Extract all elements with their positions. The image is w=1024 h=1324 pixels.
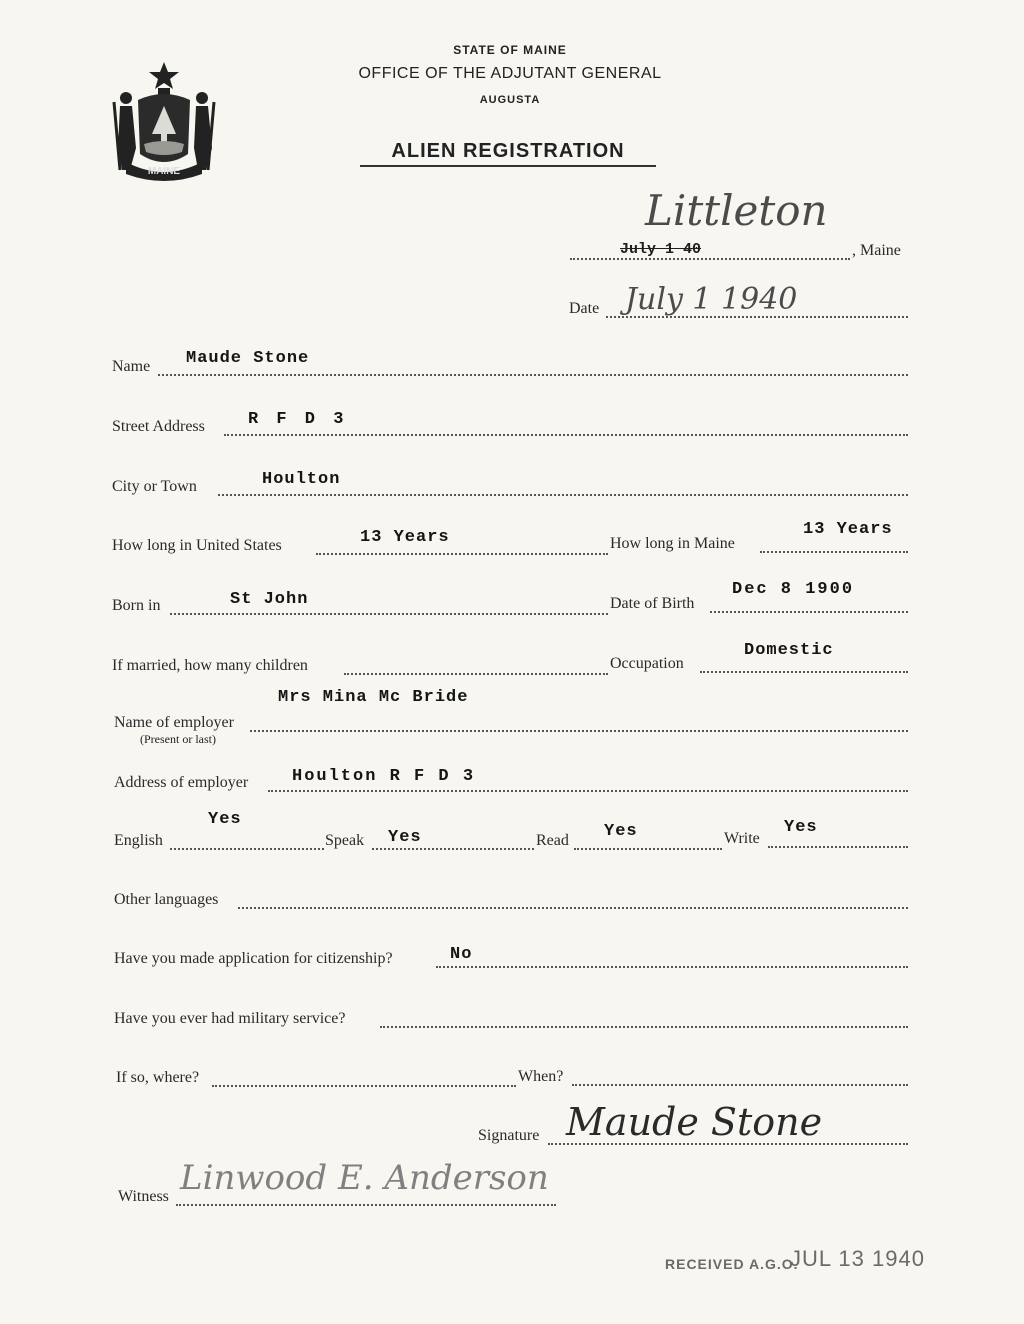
header-state: STATE OF MAINE [453,43,567,57]
speak-value: Yes [388,828,422,847]
english-value: Yes [208,810,242,829]
street-label: Street Address [112,418,205,435]
signature-value: Maude Stone [566,1100,823,1144]
write-value: Yes [784,818,818,837]
street-value: R F D 3 [248,410,348,429]
witness-label: Witness [118,1188,169,1205]
name-value: Maude Stone [186,349,310,368]
occupation-value: Domestic [744,641,834,660]
maine-seal-icon [108,58,220,182]
header-office: OFFICE OF THE ADJUTANT GENERAL [358,65,662,82]
citizenship-value: No [450,945,473,964]
seal-banner-text: MAINE [147,166,181,177]
military-label: Have you ever had military service? [114,1010,346,1027]
dob-value: Dec 8 1900 [732,580,855,599]
place-struck: July 1 40 [620,241,702,258]
employer-address-label: Address of employer [114,774,249,791]
signature-label: Signature [478,1127,540,1144]
citizenship-label: Have you made application for citizenship? [114,950,393,967]
us-years-value: 13 Years [360,528,450,547]
city-value: Houlton [262,470,341,489]
write-label: Write [724,830,760,847]
english-label: English [114,832,163,849]
employer-address-value: Houlton R F D 3 [292,767,476,786]
employer-label: Name of employer [114,714,234,731]
city-label: City or Town [112,478,197,495]
dob-label: Date of Birth [610,595,695,612]
when-label: When? [518,1068,564,1085]
name-label: Name [112,358,151,375]
employer-value: Mrs Mina Mc Bride [278,688,469,707]
read-value: Yes [604,822,638,841]
date-label: Date [569,300,600,317]
date-value: July 1 1940 [625,282,798,317]
born-label: Born in [112,597,161,614]
place-suffix: , Maine [852,242,901,259]
born-value: St John [230,590,309,609]
maine-years-label: How long in Maine [610,535,735,552]
read-label: Read [536,832,569,849]
received-stamp: RECEIVED A.G.O. [665,1256,799,1272]
header-city: AUGUSTA [479,94,541,106]
speak-label: Speak [325,832,365,849]
where-label: If so, where? [116,1069,200,1086]
maine-years-value: 13 Years [803,520,893,539]
children-label: If married, how many children [112,657,308,674]
other-languages-label: Other languages [114,891,219,908]
occupation-label: Occupation [610,655,684,672]
us-years-label: How long in United States [112,537,282,554]
witness-value: Linwood E. Anderson [180,1158,549,1198]
place-handwritten: Littleton [645,186,828,235]
received-date: JUL 13 1940 [790,1246,925,1271]
form-title: ALIEN REGISTRATION [360,140,656,167]
employer-sublabel: (Present or last) [140,732,216,746]
